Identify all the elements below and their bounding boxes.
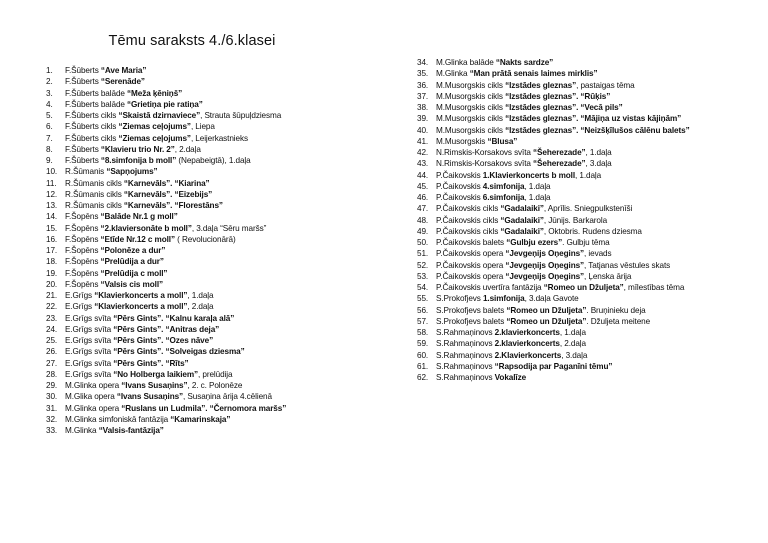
list-item <box>46 380 286 391</box>
list-item-detail: . Gulbju tēma <box>562 238 610 247</box>
list-item-composer: F.Šūberts <box>65 156 101 165</box>
list-item <box>46 65 286 76</box>
list-item-composer: P.Čaikovskis <box>436 193 483 202</box>
list-item-number: 7. <box>46 133 53 143</box>
list-item <box>46 369 286 380</box>
list-item-work-title: “Izstādes gleznas”. “Rūķis” <box>505 91 611 101</box>
list-item-work-title: “Pērs Gints”. “Anitras deja” <box>113 324 220 334</box>
list-item-number: 45. <box>417 181 429 191</box>
list-item-number: 29. <box>46 381 58 390</box>
list-item-composer: M.Glinka <box>65 426 99 435</box>
list-item-work-title: “Polonēze a dur” <box>100 246 166 255</box>
list-item-detail: , 1.daļa <box>187 291 214 300</box>
list-item-work-title: 2.klavierkoncerts <box>494 339 560 349</box>
list-item-work-title: “Jevgeņijs Oņegins” <box>505 271 585 281</box>
list-item-work-title: “Pērs Gints”. “Ozes nāve” <box>113 336 214 345</box>
list-item <box>46 358 286 369</box>
list-item-composer: M.Musorgskis cikls <box>436 80 506 90</box>
list-item-work-title: “Rapsodija par Paganīni tēmu” <box>494 361 613 371</box>
list-item-composer: E.Grīgs <box>65 302 95 312</box>
list-item-composer: M.Musorgskis <box>436 136 488 146</box>
list-item-number: 58. <box>417 328 429 337</box>
list-item-composer: P.Čaikovskis <box>436 181 483 191</box>
list-item-composer: S.Rahmaņinovs <box>436 328 495 337</box>
list-item-work-title: “Pērs Gints”. “Rīts” <box>113 358 189 368</box>
list-item <box>46 414 286 425</box>
list-item <box>417 361 690 372</box>
list-item-number: 34. <box>417 58 429 67</box>
list-item-composer: P.Čaikovskis balets <box>436 238 507 247</box>
list-item <box>417 226 690 237</box>
list-item-work-title: 1.simfonija <box>482 294 525 304</box>
list-item <box>46 313 286 324</box>
list-item-number: 37. <box>417 91 429 101</box>
list-item <box>417 113 690 124</box>
list-item <box>417 327 690 338</box>
list-item-composer: P.Čaikovskis uvertīra fantāzija <box>436 283 544 292</box>
list-item-number: 15. <box>46 223 58 233</box>
list-item <box>46 234 286 245</box>
list-item-work-title: “Jevgeņijs Oņegins” <box>505 249 585 259</box>
list-item-work-title: “Gulbju ezers” <box>506 238 563 247</box>
list-item-work-title: “Kamarinskaja” <box>170 414 231 424</box>
list-item-detail: , 2.daļa <box>174 144 201 154</box>
list-item-composer: F.Šopēns <box>65 257 101 267</box>
list-item-number: 30. <box>46 392 58 402</box>
list-item-number: 46. <box>417 193 429 202</box>
list-item-work-title: “Serenāde” <box>100 77 145 87</box>
list-item-number: 20. <box>46 279 58 289</box>
list-item <box>46 121 286 132</box>
list-item-number: 17. <box>46 246 58 255</box>
list-item-number: 48. <box>417 215 429 225</box>
list-item-number: 32. <box>46 414 58 424</box>
list-item-number: 27. <box>46 358 58 368</box>
list-item-composer: E.Grīgs svīta <box>65 313 114 323</box>
list-item-composer: F.Šūberts cikls <box>65 122 119 132</box>
list-item-number: 42. <box>417 148 429 157</box>
list-item <box>46 335 286 346</box>
list-item-detail: , 2. c. Polonēze <box>187 381 243 390</box>
list-item-composer: E.Grīgs svīta <box>65 358 114 368</box>
list-item-work-title: “Klavierkoncerts a moll” <box>94 302 188 312</box>
list-item-detail: . Džuljeta meitene <box>586 316 651 326</box>
list-item <box>46 211 286 222</box>
list-item-detail: , mīlestības tēma <box>623 283 685 292</box>
list-item-work-title: “Valsis cis moll” <box>100 279 163 289</box>
list-item <box>417 80 690 91</box>
list-item <box>46 425 286 436</box>
list-item <box>46 133 286 144</box>
list-item-work-title: “Ziemas ceļojums” <box>118 122 191 132</box>
list-item-detail: , 3.daļa <box>585 159 612 169</box>
list-item-number: 11. <box>46 178 57 188</box>
list-item-composer: M.Musorgskis cikls <box>436 114 506 124</box>
list-item-number: 47. <box>417 204 429 214</box>
list-item-detail: , 1.daļa <box>559 328 586 337</box>
list-item-work-title: “Valsis-fantāzija” <box>98 426 164 435</box>
list-item-work-title: “Izstādes gleznas”. “Vecā pils” <box>505 103 623 112</box>
list-item-number: 55. <box>417 294 429 304</box>
list-item-work-title: “Klavieru trio Nr. 2” <box>100 144 175 154</box>
list-item-work-title: “2.klaviersonāte b moll” <box>100 223 192 233</box>
list-item-composer: S.Rahmaņinovs <box>436 361 495 371</box>
list-item-composer: F.Šūberts <box>65 77 101 87</box>
list-item-number: 6. <box>46 122 53 132</box>
list-item-detail: , Tatjanas vēstules skats <box>584 260 671 270</box>
list-item <box>417 282 690 293</box>
list-item <box>46 279 286 290</box>
list-item <box>417 181 690 192</box>
list-item <box>417 260 690 271</box>
list-item-composer: M.Musorgskis cikls <box>436 103 506 112</box>
list-item-work-title: “Izstādes gleznas” <box>505 80 577 90</box>
list-item <box>46 178 286 189</box>
list-item <box>417 192 690 203</box>
list-item-number: 13. <box>46 201 58 210</box>
list-item <box>417 338 690 349</box>
list-item-detail: , 3.daļa Gavote <box>524 294 579 304</box>
list-item-number: 35. <box>417 69 429 79</box>
list-item-work-title: “Prelūdija c moll” <box>100 268 168 278</box>
list-item-composer: R.Šūmanis cikls <box>65 201 124 210</box>
list-item-number: 10. <box>46 167 58 177</box>
list-item-composer: M.Musorgskis cikls <box>436 91 506 101</box>
list-item-composer: S.Prokofjevs balets <box>436 305 507 315</box>
list-item-composer: E.Grīgs <box>65 291 95 300</box>
list-item-composer: R.Šūmanis cikls <box>65 189 124 199</box>
list-item-number: 62. <box>417 373 429 382</box>
list-item-number: 59. <box>417 339 429 349</box>
list-item-detail: , 1.daļa <box>575 170 602 180</box>
list-item-composer: M.Glinka opera <box>65 403 122 413</box>
list-item-number: 44. <box>417 170 429 180</box>
list-item <box>417 215 690 226</box>
list-item <box>46 144 286 155</box>
list-item <box>46 256 286 267</box>
list-item-work-title: “Romeo un Džuljeta” <box>543 283 624 292</box>
list-item-number: 40. <box>417 125 429 135</box>
list-item-number: 51. <box>417 249 429 259</box>
list-item-work-title: Vokalīze <box>494 373 527 382</box>
list-item-number: 54. <box>417 283 429 292</box>
list-item-work-title: “Gadalaiki” <box>500 204 544 214</box>
list-item-detail: , Liepa <box>190 122 215 132</box>
list-item-work-title: “Etīde Nr.12 c moll” <box>100 234 175 244</box>
list-item-number: 52. <box>417 260 429 270</box>
list-item-number: 14. <box>46 212 58 222</box>
topic-list-left <box>46 65 286 436</box>
list-item-number: 56. <box>417 305 429 315</box>
list-item-work-title: “Ziemas ceļojums” <box>118 133 191 143</box>
list-item-number: 23. <box>46 313 58 323</box>
list-item-number: 2. <box>46 77 53 87</box>
list-item-work-title: “Klavierkoncerts a moll” <box>94 291 188 300</box>
list-item-number: 26. <box>46 347 58 357</box>
list-item <box>46 200 286 211</box>
list-item-composer: R.Šūmanis <box>65 167 107 177</box>
list-item-work-title: “Prelūdija a dur” <box>100 257 164 267</box>
list-item-detail: ( Revolucionārā) <box>174 234 236 244</box>
list-item-number: 31. <box>46 403 58 413</box>
list-item-work-title: “Karnevāls”. “Kiarina” <box>123 178 210 188</box>
list-item-number: 22. <box>46 302 58 312</box>
list-item-composer: P.Čaikovskis opera <box>436 249 506 259</box>
list-item-number: 12. <box>46 189 58 199</box>
list-item-work-title: “Skaistā dzirnaviece” <box>118 111 201 120</box>
list-item-work-title: “Gadalaiki” <box>500 215 544 225</box>
list-item-detail: , Oktobris. Rudens dziesma <box>543 226 642 236</box>
list-item-detail: , 3.daļa <box>561 350 588 360</box>
list-item-work-title: “Ivans Susaņins” <box>116 392 184 402</box>
list-item-composer: S.Prokofjevs <box>436 294 483 304</box>
list-item-number: 39. <box>417 114 429 124</box>
list-item-number: 19. <box>46 268 58 278</box>
list-item-number: 61. <box>417 361 429 371</box>
list-item-detail: , pastaigas tēma <box>576 80 635 90</box>
list-item <box>417 248 690 259</box>
list-item-composer: E.Grīgs svīta <box>65 347 114 357</box>
list-item-detail: , Susaņina ārija 4.cēlienā <box>183 392 272 402</box>
list-item-composer: F.Šopēns <box>65 234 101 244</box>
list-item <box>46 223 286 234</box>
list-item-work-title: 1.Klavierkoncerts b moll <box>482 170 576 180</box>
list-item-detail: , Jūnijs. Barkarola <box>543 215 608 225</box>
list-item <box>46 324 286 335</box>
list-item-composer: M.Glinka balāde <box>436 58 496 67</box>
list-item-number: 53. <box>417 271 429 281</box>
list-item-composer: S.Prokofjevs balets <box>436 316 507 326</box>
list-item-detail: , Leijerkastnieks <box>190 133 248 143</box>
list-item-composer: F.Šūberts cikls <box>65 133 119 143</box>
list-item-work-title: “Šeherezade” <box>533 148 586 157</box>
list-item <box>46 403 286 414</box>
list-item <box>46 301 286 312</box>
list-item-number: 21. <box>46 291 58 300</box>
list-item-detail: , 2.daļa <box>559 339 586 349</box>
list-item-number: 9. <box>46 156 53 165</box>
document-title: Tēmu saraksts 4./6.klasei <box>108 33 276 49</box>
list-item <box>417 158 690 169</box>
list-item-number: 4. <box>46 99 53 109</box>
list-item <box>46 346 286 357</box>
list-item-detail: , 1.daļa <box>585 148 612 157</box>
list-item-work-title: “Man prātā senais laimes mirklis” <box>469 69 598 79</box>
list-item <box>417 293 690 304</box>
list-item <box>417 305 690 316</box>
list-item-number: 16. <box>46 234 58 244</box>
list-item-detail: , Strauta šūpuļdziesma <box>200 111 282 120</box>
list-item-composer: F.Šopēns <box>65 268 101 278</box>
list-item <box>46 245 286 256</box>
list-item-composer: F.Šopēns <box>65 279 101 289</box>
list-item-detail: , 1.daļa <box>524 181 551 191</box>
list-item-number: 43. <box>417 159 429 169</box>
list-item-work-title: “Romeo un Džuljeta” <box>506 316 587 326</box>
list-item-composer: F.Šūberts <box>65 144 101 154</box>
list-item-composer: F.Šopēns <box>65 223 101 233</box>
list-item-composer: P.Čaikovskis opera <box>436 260 506 270</box>
list-item <box>46 76 286 87</box>
list-item-number: 50. <box>417 238 429 247</box>
list-item <box>46 88 286 99</box>
list-item <box>417 316 690 327</box>
list-item-composer: F.Šūberts balāde <box>65 99 128 109</box>
list-item <box>46 99 286 110</box>
list-item-work-title: “Nakts sardze” <box>495 58 554 67</box>
list-item-composer: N.Rimskis-Korsakovs svīta <box>436 148 534 157</box>
list-item-work-title: “Karnevāls”. “Eizebijs” <box>123 189 213 199</box>
list-item <box>417 237 690 248</box>
list-item-detail: (Nepabeigtā), 1.daļa <box>176 156 251 165</box>
list-item-composer: M.Glika opera <box>65 392 117 402</box>
list-item <box>46 189 286 200</box>
list-item-work-title: “Ave Maria” <box>100 66 147 75</box>
list-item <box>417 102 690 113</box>
list-item <box>417 136 690 147</box>
list-item-work-title: 4.simfonija <box>482 181 525 191</box>
list-item-detail: , 3.daļa “Sēru maršs” <box>191 223 267 233</box>
list-item <box>417 372 690 383</box>
list-item-work-title: “Grietiņa pie ratiņa” <box>127 99 203 109</box>
list-item-composer: P.Čaikovskis cikls <box>436 215 501 225</box>
list-item <box>417 68 690 79</box>
list-item <box>417 271 690 282</box>
list-item-number: 1. <box>46 66 53 75</box>
topic-list-right <box>417 57 690 383</box>
list-item-work-title: “Pērs Gints”. “Kalnu karaļa alā” <box>113 313 235 323</box>
list-item-composer: P.Čaikovskis cikls <box>436 226 501 236</box>
list-item-number: 18. <box>46 257 58 267</box>
list-item-number: 60. <box>417 350 429 360</box>
list-item <box>46 155 286 166</box>
list-item-composer: M.Musorgskis cikls <box>436 125 506 135</box>
list-item-detail: , 1.daļa <box>524 193 551 202</box>
list-item-detail: . Bruņinieku deja <box>586 305 646 315</box>
list-item <box>417 91 690 102</box>
list-item-work-title: “Gadalaiki” <box>500 226 544 236</box>
list-item-composer: F.Šopēns <box>65 246 101 255</box>
list-item-number: 38. <box>417 103 429 112</box>
list-item <box>417 203 690 214</box>
list-item-composer: E.Grīgs svīta <box>65 336 114 345</box>
list-item-composer: F.Šūberts <box>65 66 101 75</box>
list-item-detail: , Ļenska ārija <box>584 271 632 281</box>
list-item-composer: S.Rahmaņinovs <box>436 339 495 349</box>
list-item <box>46 166 286 177</box>
list-item-work-title: “Blusa” <box>487 136 518 146</box>
list-item-composer: R.Šūmanis cikls <box>65 178 124 188</box>
list-item-composer: P.Čaikovskis <box>436 170 483 180</box>
list-item-number: 25. <box>46 336 58 345</box>
list-item-work-title: “Izstādes gleznas”. “Neizšķīlušos cālēnu balets” <box>505 125 690 135</box>
list-item-number: 49. <box>417 226 429 236</box>
list-item-work-title: “Sapņojums” <box>106 167 158 177</box>
list-item-composer: P.Čaikovskis opera <box>436 271 506 281</box>
list-item <box>417 57 690 68</box>
list-item-number: 36. <box>417 80 429 90</box>
list-item-composer: M.Glinka <box>436 69 470 79</box>
list-item-work-title: “Šeherezade” <box>533 159 586 169</box>
list-item-work-title: “Karnevāls”. “Florestāns” <box>123 201 223 210</box>
list-item-number: 3. <box>46 88 53 98</box>
list-item-work-title: “Pērs Gints”. “Solveigas dziesma” <box>113 347 245 357</box>
list-item-detail: , 2.daļa <box>187 302 214 312</box>
list-item-composer: P.Čaikovskis cikls <box>436 204 501 214</box>
list-item-work-title: “8.simfonija b moll” <box>100 156 177 165</box>
list-item <box>417 170 690 181</box>
list-item <box>417 350 690 361</box>
list-item-work-title: 2.klavierkoncerts <box>494 328 560 337</box>
list-item-number: 8. <box>46 144 53 154</box>
list-item-composer: E.Grīgs svīta <box>65 369 114 379</box>
list-item-work-title: 2.Klavierkoncerts <box>494 350 562 360</box>
list-item-composer: F.Šūberts balāde <box>65 88 128 98</box>
list-item-work-title: “Meža ķēniņš” <box>127 88 183 98</box>
list-item-work-title: “Jevgeņijs Oņegins” <box>505 260 585 270</box>
list-item <box>417 147 690 158</box>
list-item-work-title: “Izstādes gleznas”. “Mājiņa uz vistas kājiņām” <box>505 114 682 124</box>
list-item-detail: , prelūdija <box>198 369 233 379</box>
list-item-number: 33. <box>46 426 58 435</box>
list-item <box>417 125 690 136</box>
list-item-work-title: “Ivans Susaņins” <box>121 381 188 390</box>
list-item-work-title: “No Holberga laikiem” <box>113 369 199 379</box>
list-item-work-title: “Balāde Nr.1 g moll” <box>100 212 178 222</box>
list-item-work-title: “Romeo un Džuljeta” <box>506 305 587 315</box>
list-item-composer: S.Rahmaņinovs <box>436 373 495 382</box>
list-item-work-title: “Ruslans un Ludmila”. “Černomora maršs” <box>121 403 287 413</box>
list-item-composer: M.Glinka simfoniskā fantāzija <box>65 414 171 424</box>
list-item-composer: S.Rahmaņinovs <box>436 350 495 360</box>
list-item-number: 41. <box>417 136 429 146</box>
list-item-number: 5. <box>46 111 53 120</box>
list-item <box>46 110 286 121</box>
list-item-number: 24. <box>46 324 58 334</box>
list-item-work-title: 6.simfonija <box>482 193 525 202</box>
list-item <box>46 391 286 402</box>
list-item-composer: F.Šūberts cikls <box>65 111 119 120</box>
list-item <box>46 268 286 279</box>
list-item-number: 57. <box>417 316 429 326</box>
list-item <box>46 290 286 301</box>
list-item-composer: M.Glinka opera <box>65 381 122 390</box>
list-item-composer: N.Rimskis-Korsakovs svīta <box>436 159 534 169</box>
list-item-detail: , Aprīlis. Sniegpulkstenīši <box>543 204 633 214</box>
list-item-composer: E.Grīgs svīta <box>65 324 114 334</box>
list-item-number: 28. <box>46 369 58 379</box>
list-item-detail: , ievads <box>584 249 612 259</box>
list-item-composer: F.Šopēns <box>65 212 101 222</box>
